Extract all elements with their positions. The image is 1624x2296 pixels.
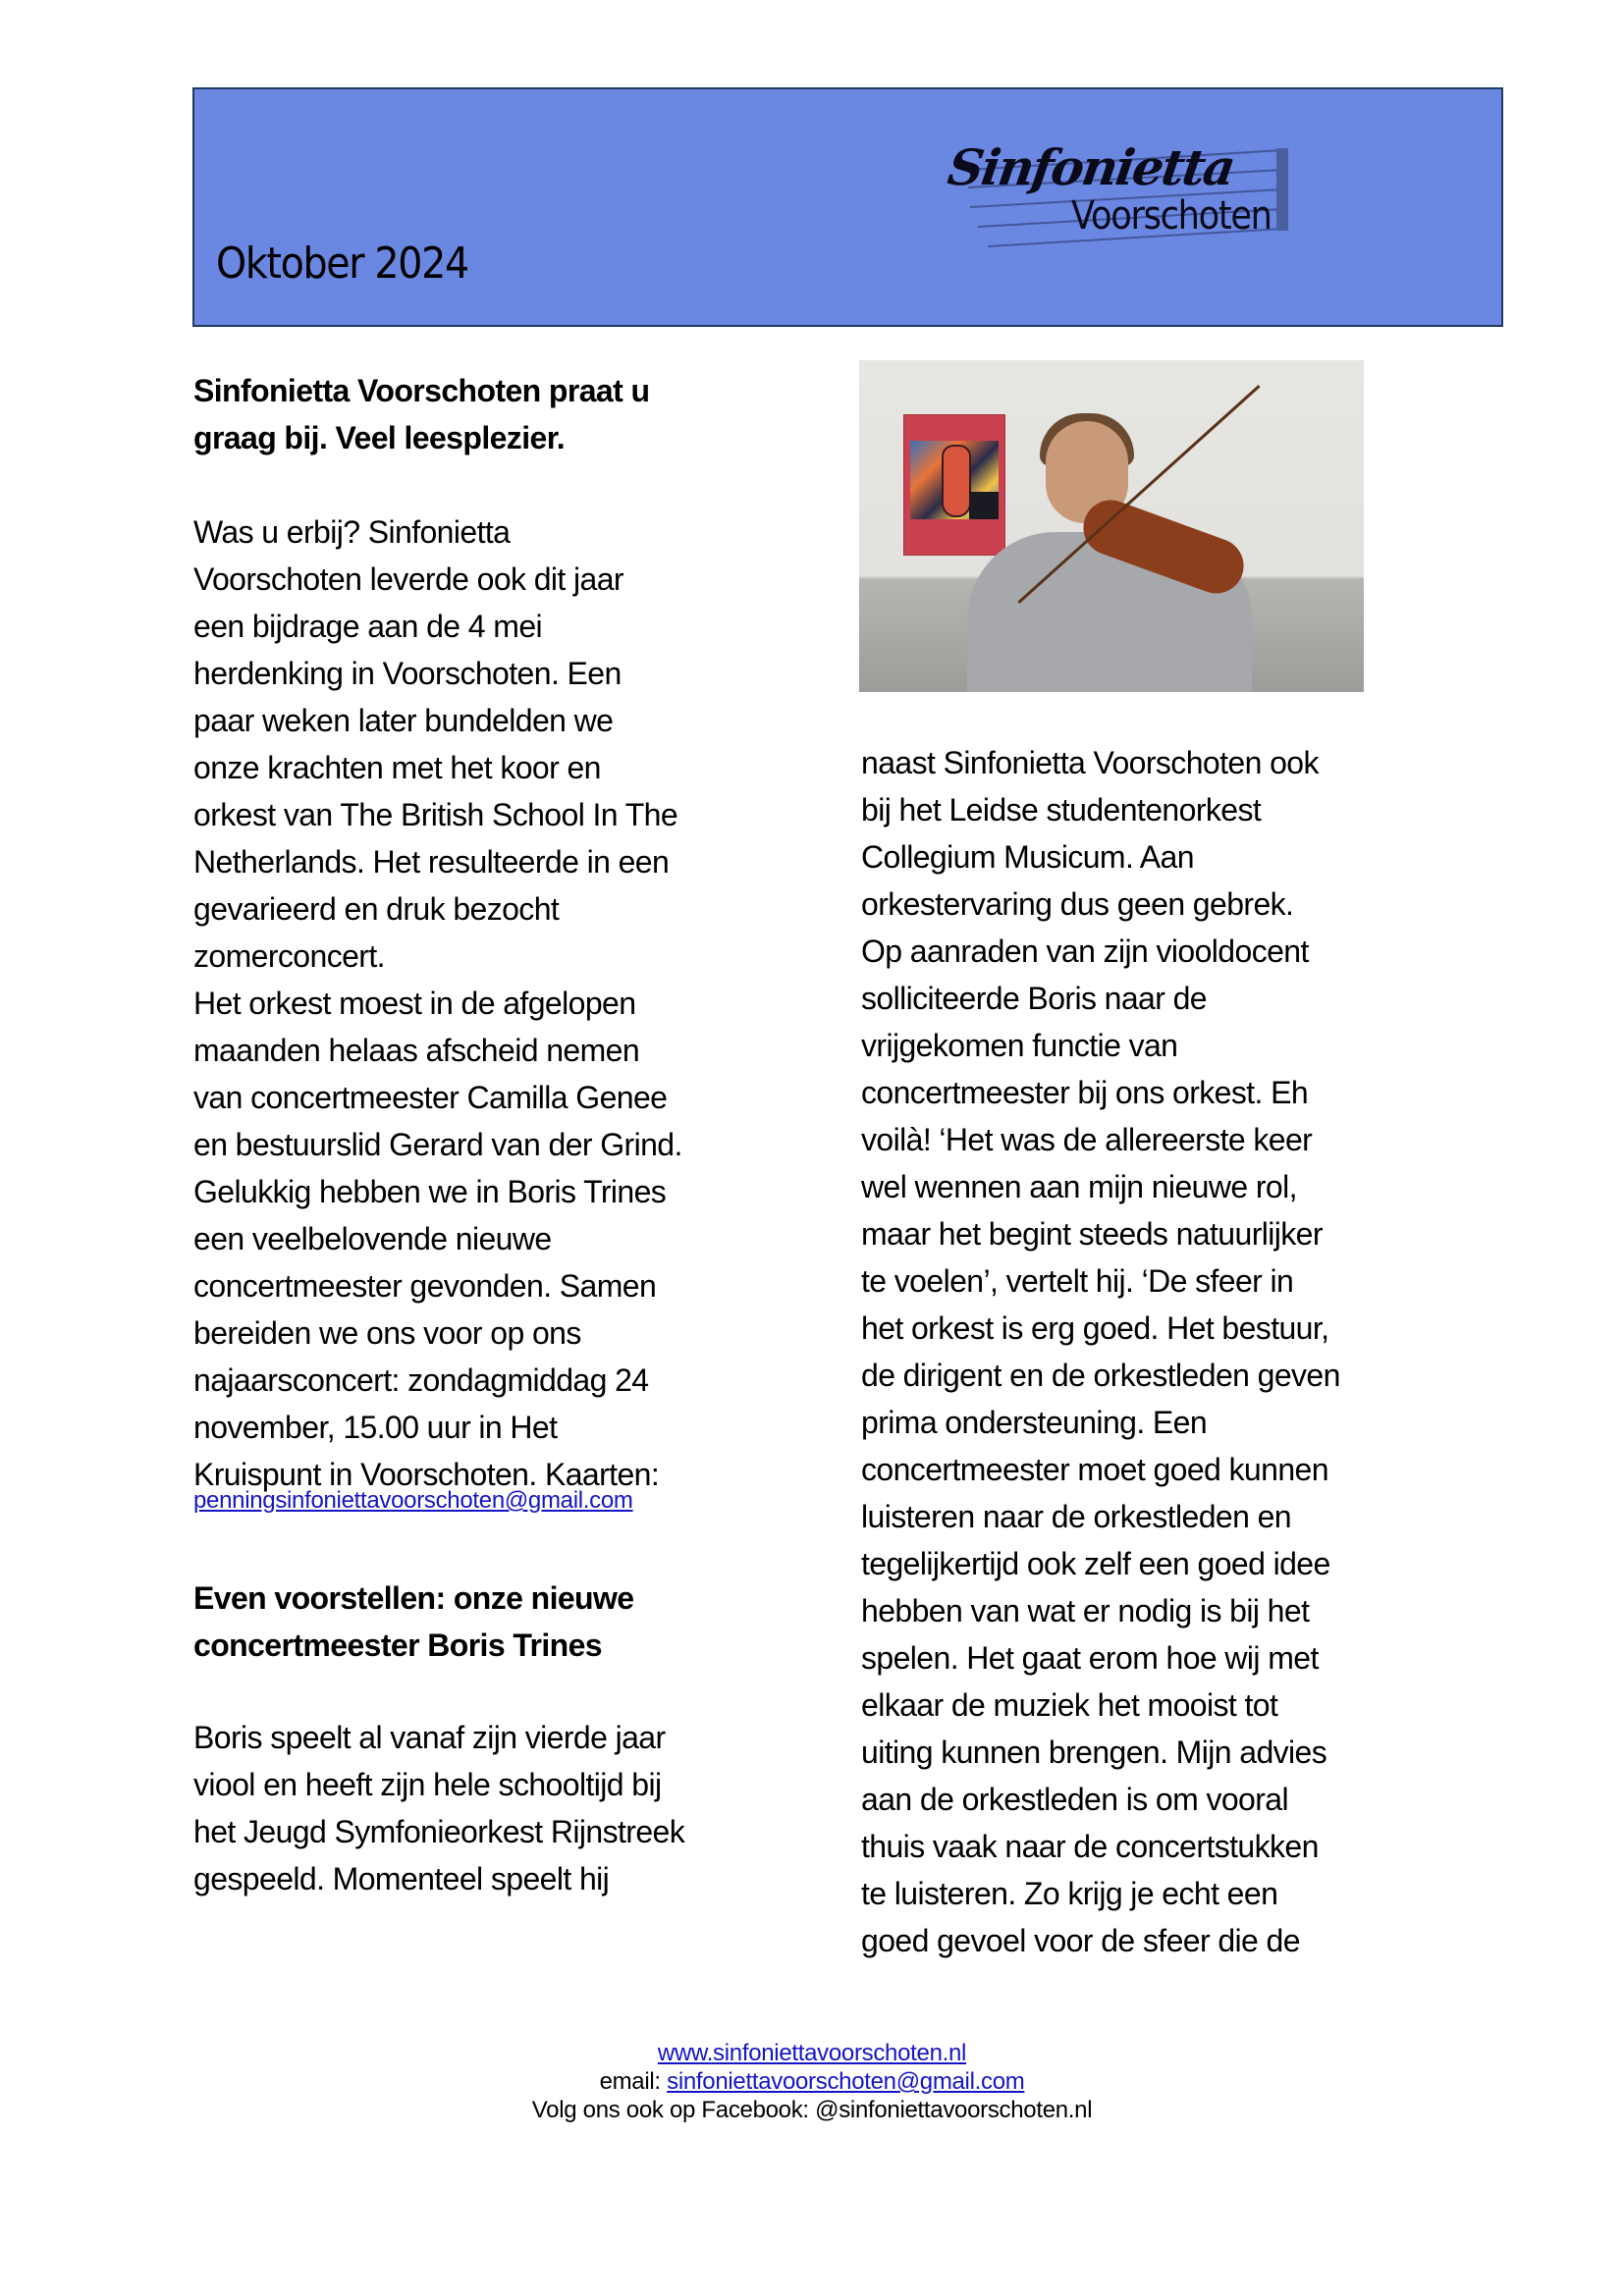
paragraph-line: najaarsconcert: zondagmiddag 24 (193, 1362, 649, 1398)
paragraph-line: van concertmeester Camilla Genee (193, 1080, 668, 1115)
paragraph-line: gespeeld. Momenteel speelt hij (193, 1861, 610, 1896)
paragraph-line: gevarieerd en druk bezocht (193, 891, 560, 927)
paragraph-line: concertmeester moet goed kunnen (861, 1452, 1328, 1487)
footer-facebook-row (0, 2096, 1624, 2125)
paragraph-line: maanden helaas afscheid nemen (193, 1033, 640, 1068)
facebook-text: Volg ons ook op Facebook: @sinfoniettavoorschoten.nl (531, 2097, 1093, 2123)
email-label: email: (599, 2068, 668, 2095)
paragraph-line: Gelukkig hebben we in Boris Trines (193, 1174, 667, 1209)
paragraph-line: Het orkest moest in de afgelopen (193, 986, 636, 1021)
article-heading: Even voorstellen: onze nieuwe (193, 1580, 634, 1616)
paragraph-line: maar het begint steeds natuurlijker (861, 1216, 1323, 1252)
paragraph-line: onze krachten met het koor en (193, 750, 601, 785)
paragraph-line: Netherlands. Het resulteerde in een (193, 844, 670, 880)
paragraph-line: bij het Leidse studentenorkest (861, 792, 1262, 828)
paragraph-line: Was u erbij? Sinfonietta (193, 514, 511, 550)
paragraph-line: tegelijkertijd ook zelf een goed idee (861, 1546, 1330, 1581)
paragraph-line: een bijdrage aan de 4 mei (193, 609, 543, 644)
paragraph-line: orkestervaring dus geen gebrek. (861, 886, 1294, 922)
paragraph-line: spelen. Het gaat erom hoe wij met (861, 1640, 1319, 1676)
paragraph-line: het Jeugd Symfonieorkest Rijnstreek (193, 1814, 685, 1849)
paragraph-line: en bestuurslid Gerard van der Grind. (193, 1127, 682, 1162)
footer-website-row (0, 2039, 1624, 2068)
logo-script-text: Sinfonietta (944, 138, 1238, 196)
article-heading: concertmeester Boris Trines (193, 1628, 602, 1663)
paragraph-line: november, 15.00 uur in Het (193, 1410, 558, 1445)
paragraph-line: concertmeester bij ons orkest. Eh (861, 1075, 1309, 1110)
issue-date: Oktober 2024 (216, 239, 468, 289)
newsletter-header (192, 87, 1503, 327)
tickets-email-link[interactable]: penningsinfoniettavoorschoten@gmail.com (193, 1487, 633, 1514)
logo-sans-text: Voorschoten (1071, 193, 1272, 239)
contact-email-link[interactable]: sinfoniettavoorschoten@gmail.com (667, 2068, 1025, 2095)
paragraph-line: Op aanraden van zijn viooldocent (861, 934, 1309, 969)
paragraph-line: orkest van The British School In The (193, 797, 678, 832)
paragraph-line: Kruispunt in Voorschoten. Kaarten: (193, 1457, 660, 1492)
paragraph-line: vrijgekomen functie van (861, 1028, 1178, 1063)
paragraph-line: viool en heeft zijn hele schooltijd bij (193, 1767, 662, 1802)
paragraph-line: goed gevoel voor de sfeer die de (861, 1923, 1300, 1958)
article-heading: graag bij. Veel leesplezier. (193, 420, 566, 455)
paragraph-line: bereiden we ons voor op ons (193, 1315, 581, 1351)
paragraph-line: elkaar de muziek het mooist tot (861, 1687, 1278, 1723)
sinfonietta-logo (944, 136, 1341, 254)
paragraph-line: Collegium Musicum. Aan (861, 839, 1194, 875)
paragraph-line: solliciteerde Boris naar de (861, 981, 1207, 1016)
article-heading: Sinfonietta Voorschoten praat u (193, 373, 650, 408)
boris-violin-photo (859, 360, 1364, 692)
paragraph-line: aan de orkestleden is om vooral (861, 1782, 1288, 1817)
paragraph-line: Voorschoten leverde ook dit jaar (193, 561, 623, 597)
paragraph-line: thuis vaak naar de concertstukken (861, 1829, 1319, 1864)
paragraph-line: te luisteren. Zo krijg je echt een (861, 1876, 1278, 1911)
paragraph-line: wel wennen aan mijn nieuwe rol, (861, 1169, 1297, 1204)
website-link[interactable]: www.sinfoniettavoorschoten.nl (657, 2040, 967, 2066)
paragraph-line: te voelen’, vertelt hij. ‘De sfeer in (861, 1263, 1294, 1299)
paragraph-line: hebben van wat er nodig is bij het (861, 1593, 1310, 1629)
paragraph-line: concertmeester gevonden. Samen (193, 1268, 657, 1304)
footer-email-row (0, 2067, 1624, 2097)
concert-poster (903, 414, 1005, 556)
paragraph-line: Boris speelt al vanaf zijn vierde jaar (193, 1720, 666, 1755)
paragraph-line: naast Sinfonietta Voorschoten ook (861, 745, 1319, 780)
paragraph-line: luisteren naar de orkestleden en (861, 1499, 1291, 1534)
paragraph-line: de dirigent en de orkestleden geven (861, 1358, 1340, 1393)
paragraph-line: prima ondersteuning. Een (861, 1405, 1208, 1440)
paragraph-line: herdenking in Voorschoten. Een (193, 656, 622, 691)
paragraph-line: voilà! ‘Het was de allereerste keer (861, 1122, 1313, 1157)
paragraph-line: een veelbelovende nieuwe (193, 1221, 552, 1256)
paragraph-line: het orkest is erg goed. Het bestuur, (861, 1310, 1329, 1346)
paragraph-line: paar weken later bundelden we (193, 703, 614, 738)
paragraph-line: zomerconcert. (193, 938, 385, 974)
paragraph-line: uiting kunnen brengen. Mijn advies (861, 1735, 1327, 1770)
